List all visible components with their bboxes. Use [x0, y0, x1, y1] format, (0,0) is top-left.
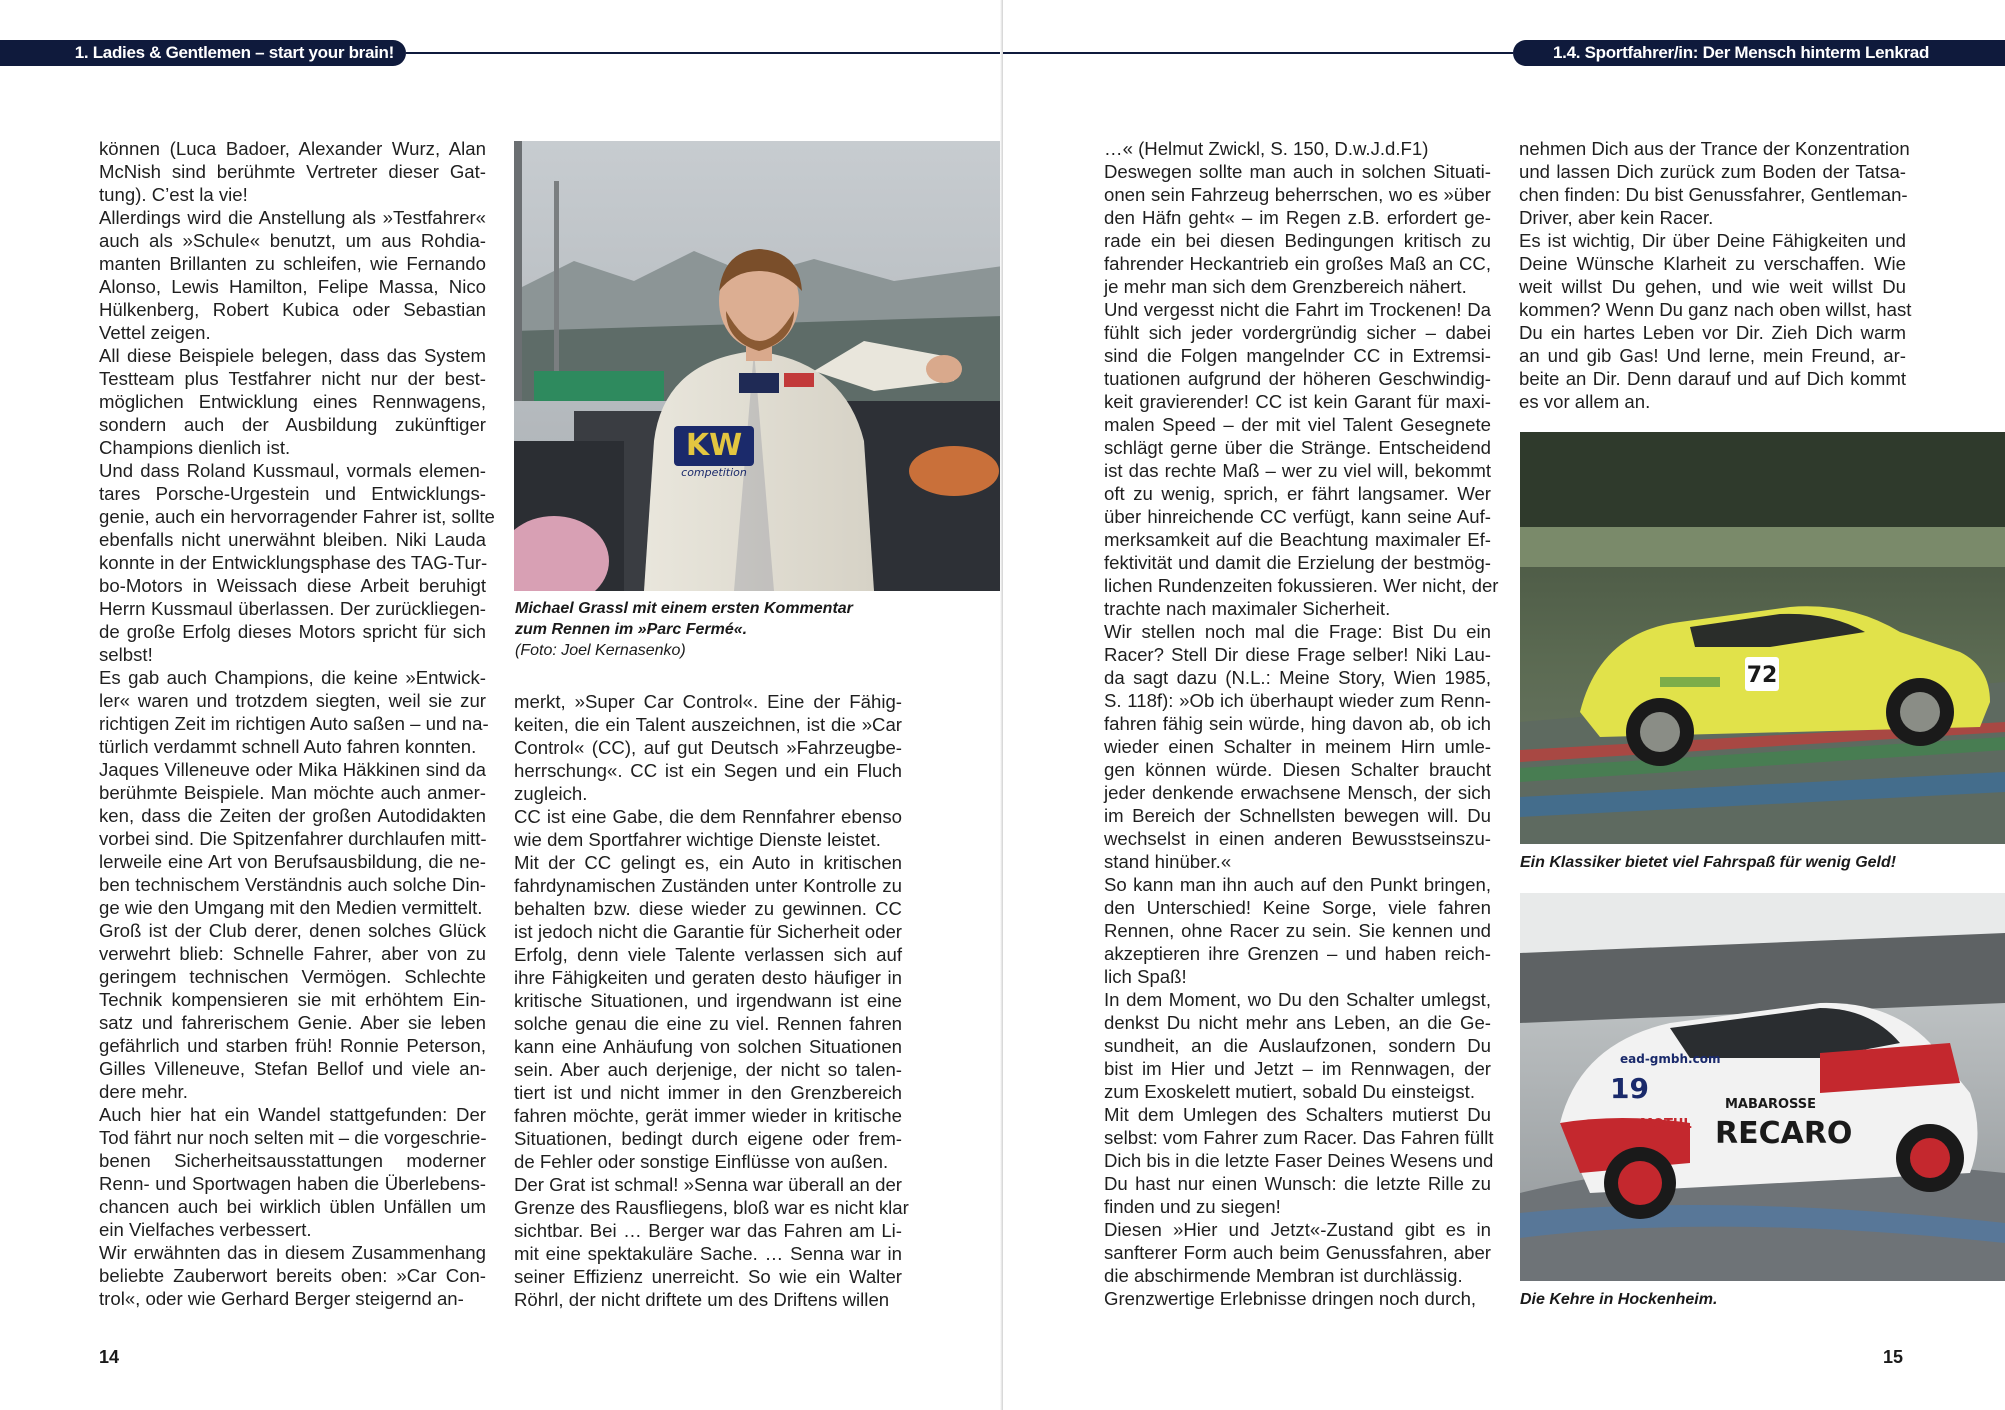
text-line: im Bereich der Schnellsten bewegen will. Du — [1104, 805, 1491, 826]
text-line: All diese Beispiele belegen, dass das System — [99, 345, 486, 366]
text-line: die abschirmende Membran ist durchlässig. — [1104, 1265, 1463, 1286]
text-line: fektivität und damit die Erzielung der bestmög- — [1104, 552, 1491, 573]
caption-classic: Ein Klassiker bietet viel Fahrspaß für wenig Geld! — [1520, 854, 1897, 871]
page-number-right: 15 — [1883, 1347, 1904, 1367]
text-line: Renn- und Sportwagen haben die Überlebens- — [99, 1173, 486, 1194]
text-line: es vor allem an. — [1519, 391, 1651, 412]
text-line: und lassen Dich zurück zum Boden der Tatsa- — [1519, 161, 1906, 182]
text-line: beliebte Zauberwort bereits oben: »Car Con- — [99, 1265, 486, 1286]
text-line: tares Porsche-Urgestein und Entwicklungs- — [99, 483, 486, 504]
text-line: wie dem Sportfahrer wichtige Dienste leistet. — [514, 829, 881, 850]
text-line: fahrdynamischen Zuständen unter Kontrolle zu — [514, 875, 902, 896]
text-line: merksamkeit auf die Beachtung maximaler Ef- — [1104, 529, 1491, 550]
text-line: keiten, die ein Talent auszeichnen, ist die »Car — [514, 714, 902, 735]
text-line: können (Luca Badoer, Alexander Wurz, Alan — [99, 138, 486, 159]
text-line: bo-Motors in Weissach diese Arbeit beruhigt — [99, 575, 486, 596]
text-line: Der Grat ist schmal! »Senna war überall an der — [514, 1174, 902, 1195]
text-line: sichtbar. Bei … Berger war das Fahren am Li- — [514, 1220, 902, 1241]
text-line: herrschung«. CC ist ein Segen und ein Fluch — [514, 760, 902, 781]
text-line: chancen auch bei wirklich üblen Unfällen um — [99, 1196, 486, 1217]
text-line: weit willst Du gehen, und wie weit willst Du — [1519, 276, 1906, 297]
text-line: bist im Hier und Jetzt – im Rennwagen, der — [1104, 1058, 1491, 1079]
text-line: lichen Rundenzeiten fokussieren. Wer nicht, der — [1104, 575, 1499, 596]
text-line: selbst: vom Fahrer zum Racer. Das Fahren füllt — [1104, 1127, 1494, 1148]
driver-photo-image — [514, 141, 1003, 591]
text-line: sondern auch der Ausbildung zukünftiger — [99, 414, 486, 435]
text-line: de große Erfolg dieses Motors spricht für sich — [99, 621, 486, 642]
text-line: sanfterer Form auch beim Genussfahren, aber — [1104, 1242, 1491, 1263]
text-line: rade ein bei diesen Bedingungen kritisch zu — [1104, 230, 1491, 251]
text-line: sind die Folgen mangelnder CC in Extremsi- — [1104, 345, 1491, 366]
text-line: Diesen »Hier und Jetzt«-Zustand gibt es in — [1104, 1219, 1491, 1240]
text-line: beite an Dir. Denn darauf und auf Dich kommt — [1519, 368, 1906, 389]
text-line: sundheit, an die Auslaufzonen, sondern Du — [1104, 1035, 1491, 1056]
classic-car-image — [1520, 432, 2005, 844]
text-line: oft zu wenig, sprich, er fährt langsamer. Wer — [1104, 483, 1491, 504]
text-line: ken, dass die Zeiten der großen Autodidakten — [99, 805, 486, 826]
text-line: den Unterschied! Keine Sorge, viele fahren — [1104, 897, 1491, 918]
photo-caption-driver — [515, 598, 995, 661]
text-line: ben technischem Verständnis auch solche Din- — [99, 874, 486, 895]
text-line: Gilles Villeneuve, Stefan Bellof und viele an- — [99, 1058, 486, 1079]
text-line: Mit dem Umlegen des Schalters mutierst Du — [1104, 1104, 1491, 1125]
text-line: Wir erwähnten das in diesem Zusammenhang — [99, 1242, 486, 1263]
text-line: fühlt sich jeder vordergründig sicher – dabei — [1104, 322, 1491, 343]
text-line: wieder einen Schalter in meinem Hirn umle- — [1104, 736, 1491, 757]
car-number-72: 72 — [1746, 663, 1778, 688]
text-line: ihre Fähigkeiten und geraten desto häufiger in — [514, 967, 902, 988]
text-line: Röhrl, der nicht driftete um des Driftens willen — [514, 1289, 890, 1310]
text-line: kommen? Wenn Du ganz nach oben willst, hast — [1519, 299, 1912, 320]
left-column-2 — [514, 690, 909, 1311]
text-line: Alonso, Lewis Hamilton, Felipe Massa, Nico — [99, 276, 486, 297]
chapter-header-bar — [0, 40, 406, 66]
text-line: sein. Aber auch derjenige, der nicht so talen- — [514, 1059, 902, 1080]
text-line: Du ein hartes Leben vor Dir. Zieh Dich warm — [1519, 322, 1906, 343]
suit-logo-subtext: competition — [681, 466, 747, 479]
photo-hockenheim — [1520, 893, 2005, 1281]
text-line: Und dass Roland Kussmaul, vormals elemen- — [99, 460, 486, 481]
hockenheim-image — [1520, 893, 2005, 1281]
suit-logo: KW — [685, 428, 743, 463]
caption-hockenheim: Die Kehre in Hockenheim. — [1520, 1291, 1718, 1308]
text-line: auch als »Schule« benutzt, um aus Rohdia- — [99, 230, 486, 251]
text-line: Es gab auch Champions, die keine »Entwick- — [99, 667, 486, 688]
text-line: ler« waren und trotzdem siegten, weil sie zur — [99, 690, 486, 711]
text-line: merkt, »Super Car Control«. Eine der Fähig- — [514, 691, 902, 712]
text-line: chen finden: Du bist Genussfahrer, Gentleman- — [1519, 184, 1908, 205]
text-line: ge wie den Umgang mit den Medien vermittelt. — [99, 897, 483, 918]
text-line: selbst! — [99, 644, 153, 665]
text-line: S. 118f): »Ob ich überhaupt wieder zum Renn- — [1104, 690, 1491, 711]
text-line: den Häfn geht« – im Regen z.B. erfordert ge- — [1104, 207, 1491, 228]
text-line: Champions dienlich ist. — [99, 437, 291, 458]
header-rule — [406, 52, 1002, 54]
sponsor-motul: MOTUL — [1640, 1117, 1692, 1132]
text-line: jeder denkende erwachsene Mensch, der sich — [1104, 782, 1491, 803]
photo-michael-grassl — [514, 141, 1003, 591]
text-line: finden und zu siegen! — [1104, 1196, 1281, 1217]
text-line: Mit der CC gelingt es, ein Auto in kritischen — [514, 852, 902, 873]
text-line: Es ist wichtig, Dir über Deine Fähigkeiten und — [1519, 230, 1906, 251]
text-line: onen sein Fahrzeug beherrschen, wo es »über — [1104, 184, 1491, 205]
text-line: nehmen Dich aus der Trance der Konzentration — [1519, 138, 1910, 159]
text-line: berühmte Beispiele. Man möchte auch anmer- — [99, 782, 486, 803]
text-line: zugleich. — [514, 783, 588, 804]
caption-line-1: Michael Grassl mit einem ersten Kommentar — [515, 600, 853, 617]
text-line: Deswegen sollte man auch in solchen Situati- — [1104, 161, 1491, 182]
text-line: Hülkenberg, Robert Kubica oder Sebastian — [99, 299, 486, 320]
text-line: satz und fahrerischem Genie. Aber sie leben — [99, 1012, 486, 1033]
text-line: je mehr man sich dem Grenzbereich nähert. — [1104, 276, 1467, 297]
text-line: keit gravierender! CC ist kein Garant für maxi- — [1104, 391, 1491, 412]
left-column-1 — [99, 137, 495, 1310]
text-line: ein Vielfaches verbessert. — [99, 1219, 312, 1240]
right-column-2 — [1519, 137, 1912, 413]
text-line: lerweile eine Art von Berufsausbildung, die ne- — [99, 851, 486, 872]
text-line: de Fehler oder sonstige Einflüsse von außen. — [514, 1151, 889, 1172]
text-line: Auch hier hat ein Wandel stattgefunden: Der — [99, 1104, 486, 1125]
text-line: In dem Moment, wo Du den Schalter umlegst, — [1104, 989, 1491, 1010]
photo-classic-car — [1520, 432, 2005, 844]
text-line: gen können würde. Diesen Schalter braucht — [1104, 759, 1491, 780]
text-line: vorbei sind. Die Spitzenfahrer durchlaufen mitt- — [99, 828, 487, 849]
text-line: genie, auch ein hervorragender Fahrer ist, sollte — [99, 506, 495, 527]
text-line: Herrn Kussmaul überlassen. Der zurückliegen- — [99, 598, 486, 619]
text-line: mit eine spektakuläre Sache. … Senna war in — [514, 1243, 902, 1264]
text-line: gefährlich und starben früh! Ronnie Peterson, — [99, 1035, 486, 1056]
text-line: Groß ist der Club derer, denen solches Glück — [99, 920, 486, 941]
text-line: Allerdings wird die Anstellung als »Testfahrer« — [99, 207, 486, 228]
right-column-1 — [1104, 137, 1499, 1310]
text-line: richtigen Zeit im richtigen Auto saßen – und na- — [99, 713, 489, 734]
text-line: fahrender Heckantrieb ein großes Maß an CC, — [1104, 253, 1491, 274]
text-line: stand hinüber.« — [1104, 851, 1232, 872]
text-line: schlägt gerne über die Stränge. Entscheidend — [1104, 437, 1491, 458]
chapter-header: 1. Ladies & Gentlemen – start your brain! — [74, 43, 394, 62]
text-line: zum Exoskelett mutiert, sobald Du einsteigst. — [1104, 1081, 1476, 1102]
text-line: kann eine Anhäufung von solchen Situationen — [514, 1036, 902, 1057]
text-line: Deine Wünsche Klarheit zu verschaffen. Wie — [1519, 253, 1906, 274]
text-line: Driver, aber kein Racer. — [1519, 207, 1714, 228]
text-line: geringem technischen Vermögen. Schlechte — [99, 966, 486, 987]
text-line: solche genau die eine zu viel. Rennen fahren — [514, 1013, 902, 1034]
text-line: Tod fährt nur noch selten mit – die vorgeschrie- — [99, 1127, 487, 1148]
text-line: trachte nach maximaler Sicherheit. — [1104, 598, 1391, 619]
text-line: türlich verdammt schnell Auto fahren konnten. — [99, 736, 477, 757]
text-line: tung). C’est la vie! — [99, 184, 248, 205]
caption-credit: (Foto: Joel Kernasenko) — [515, 642, 686, 659]
right-page — [1003, 0, 2005, 1410]
photo-caption-classic — [1520, 852, 2000, 873]
caption-line-2: zum Rennen im »Parc Fermé«. — [515, 621, 748, 638]
text-line: über hinreichende CC verfügt, kann seine Auf- — [1104, 506, 1491, 527]
text-line: benen Sicherheitsausstattungen moderner — [99, 1150, 486, 1171]
text-line: CC ist eine Gabe, die dem Rennfahrer ebenso — [514, 806, 902, 827]
text-line: Erfolg, denn viele Talente verlassen sich auf — [514, 944, 902, 965]
text-line: fahren möchte, gerät immer wieder in kritische — [514, 1105, 902, 1126]
text-line: ist das rechte Maß – wer zu viel will, bekommt — [1104, 460, 1491, 481]
text-line: an und gib Gas! Und lerne, mein Freund, ar- — [1519, 345, 1906, 366]
page-number-left: 14 — [99, 1347, 120, 1367]
section-header: 1.4. Sportfahrer/in: Der Mensch hinterm Lenkrad — [1553, 43, 1930, 62]
text-line: verwehrt blieb: Schnelle Fahrer, aber von zu — [99, 943, 486, 964]
text-line: seiner Effizienz unerreicht. So wie ein Walter — [514, 1266, 902, 1287]
text-line: McNish sind berühmte Vertreter dieser Gat- — [99, 161, 486, 182]
text-line: Testteam plus Testfahrer nicht nur der best- — [99, 368, 486, 389]
text-line: So kann man ihn auch auf den Punkt bringen, — [1104, 874, 1491, 895]
text-line: tuationen aufgrund der höheren Geschwindig- — [1104, 368, 1491, 389]
text-line: dere mehr. — [99, 1081, 188, 1102]
text-line: tiert ist und nicht immer in den Grenzbereich — [514, 1082, 902, 1103]
photo-caption-hockenheim — [1520, 1289, 2000, 1310]
sponsor-recaro: RECARO — [1715, 1116, 1853, 1151]
section-header-bar — [1513, 40, 2005, 66]
sponsor-mabarosse: MABAROSSE — [1725, 1097, 1817, 1112]
text-line: fahren fähig sein würde, hing davon ab, ob ich — [1104, 713, 1491, 734]
text-line: behalten bzw. diese wieder zu gewinnen. CC — [514, 898, 902, 919]
left-page — [0, 0, 1002, 1410]
text-line: Situationen, bedingt durch eigene oder frem- — [514, 1128, 902, 1149]
text-line: Und vergesst nicht die Fahrt im Trockenen! Da — [1104, 299, 1491, 320]
text-line: Control« (CC), auf gut Deutsch »Fahrzeugbe- — [514, 737, 902, 758]
text-line: …« (Helmut Zwickl, S. 150, D.w.J.d.F1) — [1104, 138, 1429, 159]
text-line: Vettel zeigen. — [99, 322, 211, 343]
sponsor-ead: ead-gmbh.com — [1620, 1052, 1721, 1066]
text-line: malen Speed – der mit viel Talent Gesegnete — [1104, 414, 1491, 435]
text-line: lich Spaß! — [1104, 966, 1187, 987]
text-line: ist jedoch nicht die Garantie für Sicherheit oder — [514, 921, 902, 942]
header-rule-right — [1003, 52, 1513, 54]
text-line: Grenze des Rausfliegens, bloß war es nicht klar — [514, 1197, 909, 1218]
text-line: akzeptieren ihre Grenzen – und haben reich- — [1104, 943, 1491, 964]
text-line: Rennen, ohne Racer zu sein. Sie kennen und — [1104, 920, 1491, 941]
text-line: Technik kompensieren sie mit erhöhtem Ein- — [99, 989, 486, 1010]
text-line: Dich bis in die letzte Faser Deines Wesens und — [1104, 1150, 1494, 1171]
text-line: möglichen Entwicklung eines Rennwagens, — [99, 391, 486, 412]
text-line: manten Brillanten zu schleifen, wie Fernando — [99, 253, 486, 274]
text-line: Du hast nur einen Wunsch: die letzte Rille zu — [1104, 1173, 1491, 1194]
text-line: kritische Situationen, und irgendwann ist eine — [514, 990, 902, 1011]
text-line: Racer? Stell Dir diese Frage selber! Niki Lau- — [1104, 644, 1491, 665]
text-line: Wir stellen noch mal die Frage: Bist Du ein — [1104, 621, 1491, 642]
text-line: Jaques Villeneuve oder Mika Häkkinen sind da — [99, 759, 486, 780]
text-line: denkst Du nicht mehr ans Leben, an die Ge- — [1104, 1012, 1491, 1033]
car-number-19: 19 — [1610, 1072, 1649, 1105]
text-line: trol«, oder wie Gerhard Berger steigernd an- — [99, 1288, 464, 1309]
text-line: da sagt dazu (N.L.: Meine Story, Wien 1985, — [1104, 667, 1491, 688]
text-line: wechselst in einen anderen Bewusstseinszu- — [1104, 828, 1491, 849]
text-line: Grenzwertige Erlebnisse dringen noch durch, — [1104, 1288, 1477, 1309]
text-line: ebenfalls nicht unerwähnt bleiben. Niki Lauda — [99, 529, 486, 550]
text-line: konnte in der Entwicklungsphase des TAG-Tur- — [99, 552, 488, 573]
